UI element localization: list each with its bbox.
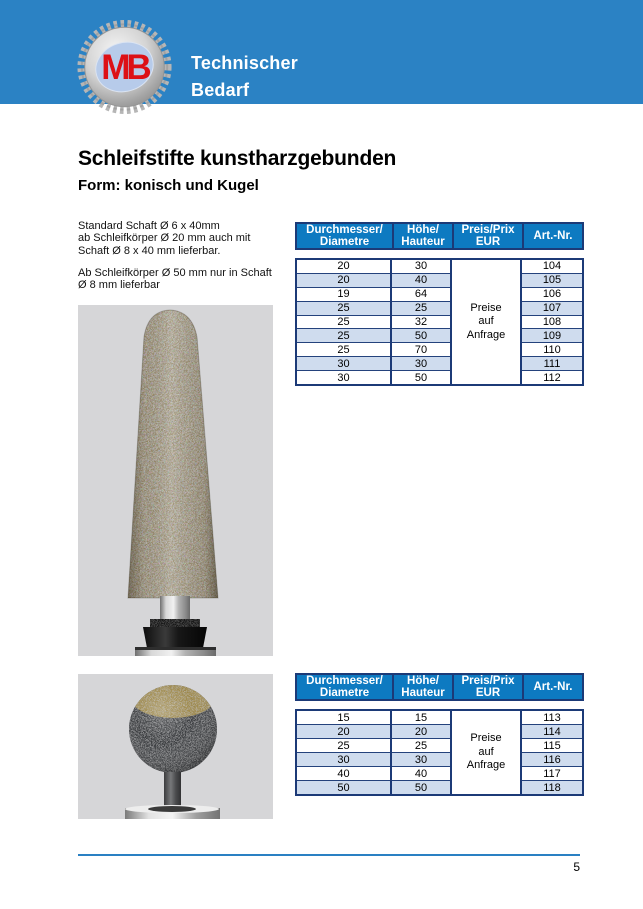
- table-cell: 118: [522, 780, 582, 794]
- header-price: Preis/Prix EUR: [452, 675, 522, 699]
- table-cell: 20: [392, 724, 450, 738]
- ball-pin-illustration: [78, 674, 273, 819]
- column-height: [392, 260, 452, 384]
- column-diameter: [297, 260, 392, 384]
- table-cell: 25: [392, 738, 450, 752]
- footer-divider: [78, 854, 580, 856]
- table-cell: 40: [297, 766, 390, 780]
- intro-line-1: Standard Schaft Ø 6 x 40mm: [78, 220, 220, 232]
- table-ball-body: [295, 709, 584, 796]
- table-cell: 25: [297, 738, 390, 752]
- brand-line-2: Bedarf: [191, 80, 250, 100]
- table-cell: 116: [522, 752, 582, 766]
- table-cell: 40: [392, 273, 450, 287]
- intro-line-3: Schaft Ø 8 x 40 mm lieferbar.: [78, 244, 221, 257]
- table-cell: 106: [522, 287, 582, 301]
- price-on-request-note: Preise auf Anfrage: [452, 260, 520, 384]
- table-cell: 30: [392, 260, 450, 273]
- table-conical: [295, 222, 584, 386]
- table-cell: 30: [297, 370, 390, 384]
- column-price: [452, 260, 522, 384]
- price-on-request-note: Preise auf Anfrage: [452, 711, 520, 794]
- table-cell: 112: [522, 370, 582, 384]
- intro-line-2: ab Schleifkörper Ø 20 mm auch mit: [78, 232, 251, 245]
- mb-gear-logo: [76, 17, 173, 117]
- table-cell: 114: [522, 724, 582, 738]
- header-height: Höhe/ Hauteur: [392, 675, 452, 699]
- table-cell: 113: [522, 711, 582, 724]
- table-cell: 111: [522, 356, 582, 370]
- table-cell: 25: [297, 301, 390, 315]
- brand-text: [191, 50, 298, 104]
- brand-line-1: Technischer: [191, 53, 298, 73]
- table-cell: 30: [392, 752, 450, 766]
- table-cell: 50: [392, 780, 450, 794]
- table-cell: 50: [392, 370, 450, 384]
- table-cell: 25: [392, 301, 450, 315]
- table-cell: 40: [392, 766, 450, 780]
- table-cell: 110: [522, 342, 582, 356]
- table-cell: 25: [297, 315, 390, 329]
- column-artnr: [522, 260, 582, 384]
- table-cell: 20: [297, 260, 390, 273]
- table-ball: [295, 673, 584, 796]
- table-cell: 108: [522, 315, 582, 329]
- page-title: Schleifstifte kunstharzgebunden: [78, 147, 397, 170]
- note-line-2: Ø 8 mm lieferbar: [78, 279, 160, 292]
- column-height: [392, 711, 452, 794]
- header-artnr: Art.-Nr.: [522, 675, 582, 699]
- product-photo-ball: [78, 674, 273, 819]
- table-cell: 105: [522, 273, 582, 287]
- table-conical-body: [295, 258, 584, 386]
- column-price: [452, 711, 522, 794]
- note-line-1: Ab Schleifkörper Ø 50 mm nur in Schaft: [78, 267, 272, 279]
- table-cell: 15: [392, 711, 450, 724]
- table-cell: 32: [392, 315, 450, 329]
- page-subtitle: Form: konisch und Kugel: [78, 177, 259, 194]
- table-cell: 109: [522, 328, 582, 342]
- table-cell: 104: [522, 260, 582, 273]
- table-ball-header: [295, 673, 584, 701]
- table-cell: 25: [297, 342, 390, 356]
- table-cell: 70: [392, 342, 450, 356]
- column-diameter: [297, 711, 392, 794]
- table-conical-header: [295, 222, 584, 250]
- table-cell: 117: [522, 766, 582, 780]
- table-cell: 30: [297, 356, 390, 370]
- table-cell: 20: [297, 273, 390, 287]
- table-cell: 30: [297, 752, 390, 766]
- table-cell: 50: [392, 328, 450, 342]
- table-cell: 30: [392, 356, 450, 370]
- logo-monogram: MB: [101, 48, 148, 87]
- header-height: Höhe/ Hauteur: [392, 224, 452, 248]
- header-diameter: Durchmesser/ Diametre: [306, 675, 383, 699]
- column-artnr: [522, 711, 582, 794]
- header-diameter: Durchmesser/ Diametre: [306, 224, 383, 248]
- table-cell: 20: [297, 724, 390, 738]
- table-cell: 19: [297, 287, 390, 301]
- product-photo-conical: [78, 305, 273, 656]
- table-cell: 64: [392, 287, 450, 301]
- note-paragraph: [78, 267, 293, 292]
- intro-paragraph: [78, 220, 293, 257]
- page-number: 5: [573, 860, 580, 874]
- table-cell: 25: [297, 328, 390, 342]
- header-price: Preis/Prix EUR: [452, 224, 522, 248]
- table-cell: 115: [522, 738, 582, 752]
- conical-pin-illustration: [78, 305, 273, 656]
- table-cell: 15: [297, 711, 390, 724]
- table-cell: 107: [522, 301, 582, 315]
- table-cell: 50: [297, 780, 390, 794]
- header-artnr: Art.-Nr.: [522, 224, 582, 248]
